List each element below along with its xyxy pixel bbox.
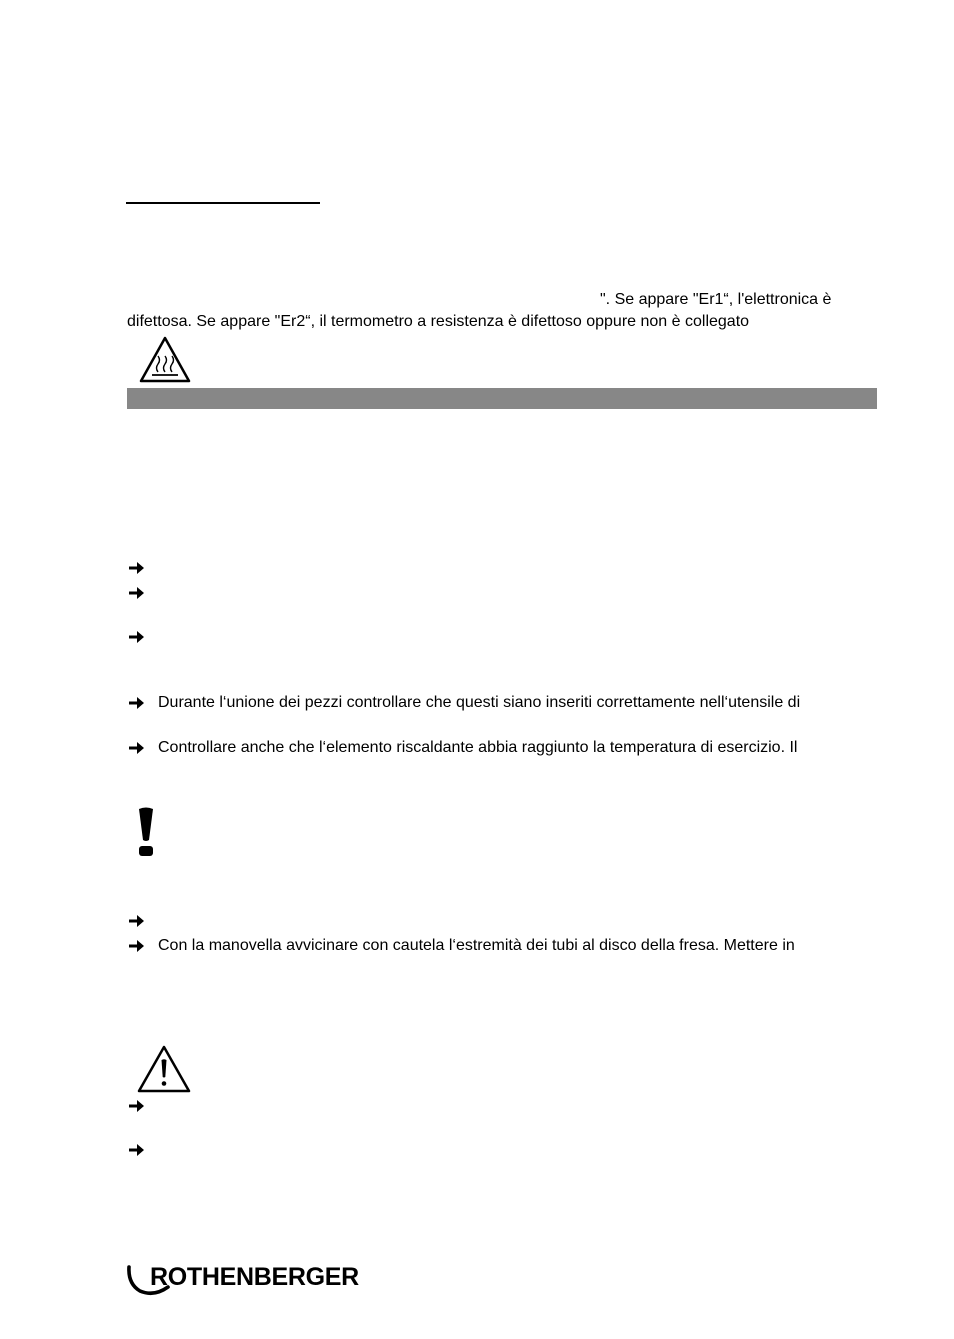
- arrow-right-icon: [129, 696, 145, 710]
- bullet-text: Con la manovella avvicinare con cautela l‘estremità dei tubi al disco della fresa. Mettere in: [158, 937, 795, 954]
- error-paragraph-line-2: difettosa. Se appare "Er2“, il termometro a resistenza è difettoso oppure non è collegato: [127, 313, 750, 330]
- bullet-text: Controllare anche che l‘elemento riscaldante abbia raggiunto la temperatura di esercizio. Il: [158, 739, 798, 756]
- arrow-right-icon: [129, 1099, 145, 1113]
- exclamation-icon: [136, 806, 156, 858]
- arrow-right-icon: [129, 630, 145, 644]
- brand-name: ROTHENBERGER: [150, 1263, 359, 1291]
- brand-logo: [124, 1262, 364, 1298]
- warning-triangle-icon: [136, 1044, 192, 1094]
- arrow-right-icon: [129, 741, 145, 755]
- hot-surface-warning-icon: [138, 335, 192, 385]
- arrow-right-icon: [129, 914, 145, 928]
- bullet-text: Durante l‘unione dei pezzi controllare che questi siano inseriti correttamente nell‘utensile di: [158, 694, 801, 711]
- arrow-right-icon: [129, 1143, 145, 1157]
- arrow-right-icon: [129, 586, 145, 600]
- section-heading-bar: [127, 388, 877, 409]
- header-rule: [126, 202, 320, 204]
- error-paragraph-line-1: ". Se appare "Er1“, l'elettronica è: [600, 291, 832, 308]
- arrow-right-icon: [129, 939, 145, 953]
- arrow-right-icon: [129, 561, 145, 575]
